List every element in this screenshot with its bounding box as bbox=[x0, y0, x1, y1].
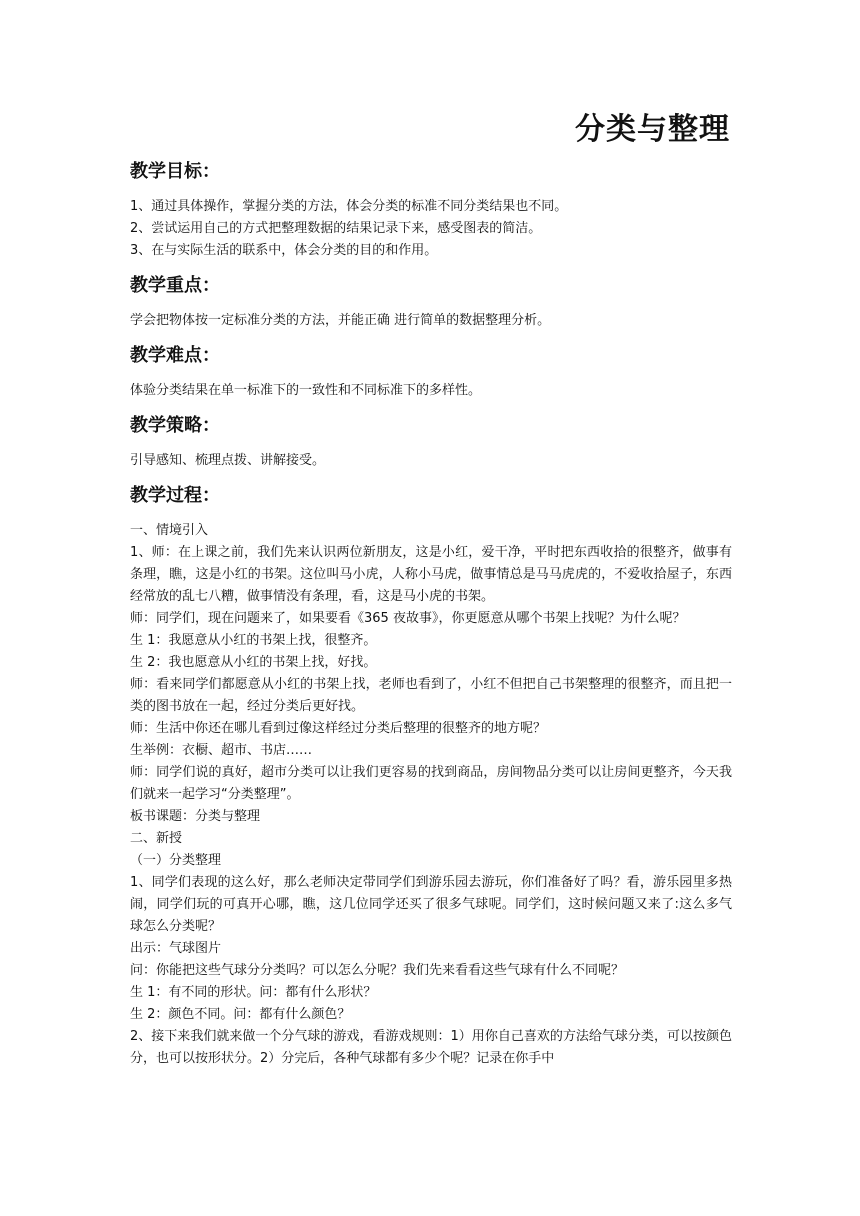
difficulties-text: 体验分类结果在单一标准下的一致性和不同标准下的多样性。 bbox=[130, 383, 482, 398]
process-paragraph: 师：看来同学们都愿意从小红的书架上找，老师也看到了，小红不但把自己书架整理的很整齐，而且把一类的图书放在一起，经过分类后更好找。 bbox=[130, 677, 732, 714]
strategy-heading: 教学策略： bbox=[130, 415, 220, 436]
process-paragraph: 师：同学们说的真好，超市分类可以让我们更容易的找到商品，房间物品分类可以让房间更整齐，今天我们就来一起学习“分类整理”。 bbox=[130, 765, 732, 802]
process-paragraph: 1、同学们表现的这么好，那么老师决定带同学们到游乐园去游玩，你们准备好了吗？看，游乐园里多热闹，同学们玩的可真开心哪，瞧，这几位同学还买了很多气球呢。同学们，这时候问题又来了:这么多气球怎么分类呢？ bbox=[130, 875, 732, 934]
process-paragraph: 生 1：我愿意从小红的书架上找，很整齐。 bbox=[130, 633, 377, 648]
process-paragraph: 2、接下来我们就来做一个分气球的游戏，看游戏规则：1）用你自己喜欢的方法给气球分类，可以按颜色分，也可以按形状分。2）分完后，各种气球都有多少个呢？记录在你手中 bbox=[130, 1029, 732, 1066]
objective-item: 2、尝试运用自己的方式把整理数据的结果记录下来，感受图表的简洁。 bbox=[130, 221, 542, 236]
difficulties-section bbox=[130, 342, 732, 402]
process-paragraph: 师：生活中你还在哪儿看到过像这样经过分类后整理的很整齐的地方呢？ bbox=[130, 721, 547, 736]
objectives-heading: 教学目标： bbox=[130, 161, 220, 182]
process-heading: 教学过程： bbox=[130, 485, 220, 506]
process-paragraph: 师：同学们，现在问题来了，如果要看《365 夜故事》，你更愿意从哪个书架上找呢？为什么呢？ bbox=[130, 611, 686, 626]
process-paragraph: 生举例：衣橱、超市、书店…… bbox=[130, 743, 313, 758]
strategy-section bbox=[130, 412, 732, 472]
objective-item: 1、通过具体操作，掌握分类的方法，体会分类的标准不同分类结果也不同。 bbox=[130, 199, 568, 214]
process-paragraph: 生 2：我也愿意从小红的书架上找，好找。 bbox=[130, 655, 377, 670]
process-paragraph: 生 1：有不同的形状。问：都有什么形状？ bbox=[130, 985, 377, 1000]
process-paragraph: 二、新授 bbox=[130, 831, 183, 846]
process-paragraph: 出示：气球图片 bbox=[130, 941, 222, 956]
process-paragraph: 问：你能把这些气球分分类吗？可以怎么分呢？我们先来看看这些气球有什么不同呢？ bbox=[130, 963, 625, 978]
key-points-section bbox=[130, 272, 732, 332]
strategy-text: 引导感知、梳理点拨、讲解接受。 bbox=[130, 453, 326, 468]
key-points-text: 学会把物体按一定标准分类的方法，并能正确 进行简单的数据整理分析。 bbox=[130, 313, 551, 328]
process-paragraph: （一）分类整理 bbox=[130, 853, 222, 868]
process-paragraph: 一、情境引入 bbox=[130, 523, 209, 538]
key-points-heading: 教学重点： bbox=[130, 275, 220, 296]
process-paragraph: 板书课题：分类与整理 bbox=[130, 809, 261, 824]
objective-item: 3、在与实际生活的联系中，体会分类的目的和作用。 bbox=[130, 243, 438, 258]
objectives-section bbox=[130, 158, 732, 262]
process-section bbox=[130, 482, 732, 1070]
process-paragraph: 生 2：颜色不同。问：都有什么颜色？ bbox=[130, 1007, 351, 1022]
document-title: 分类与整理 bbox=[575, 112, 730, 147]
process-paragraph: 1、师：在上课之前，我们先来认识两位新朋友，这是小红，爱干净，平时把东西收拾的很整齐，做事有条理，瞧，这是小红的书架。这位叫马小虎，人称小马虎，做事情总是马马虎虎的，不爱收拾屋子，东西经常放的乱七八糟，做事情没有条理，看，这是马小虎的书架。 bbox=[130, 545, 732, 604]
document-body bbox=[130, 158, 732, 1080]
difficulties-heading: 教学难点： bbox=[130, 345, 220, 366]
